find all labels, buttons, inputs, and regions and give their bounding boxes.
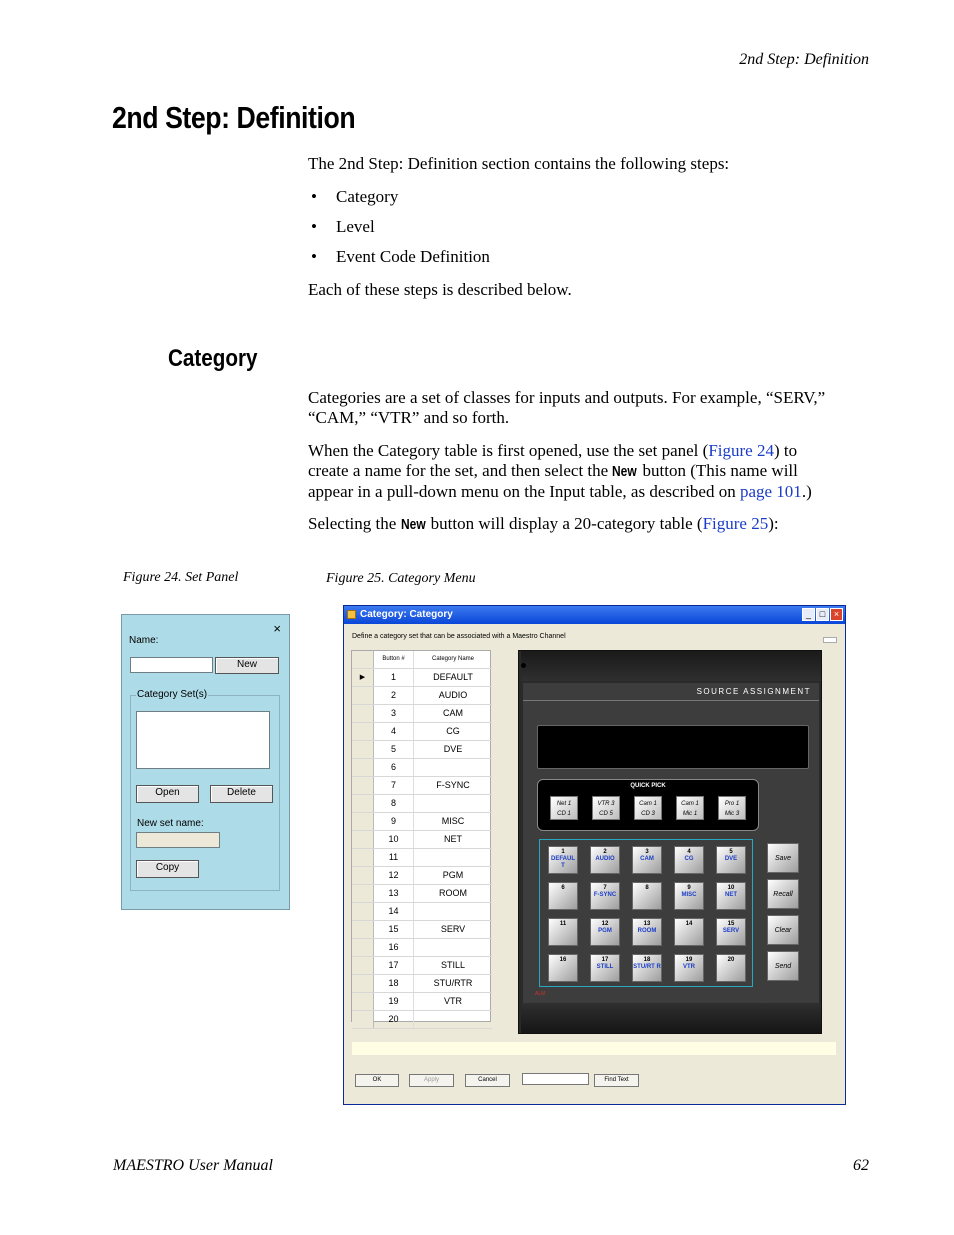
button-number-cell: 1 <box>374 669 414 686</box>
row-selector[interactable] <box>352 975 374 992</box>
category-name-cell[interactable] <box>414 759 492 776</box>
find-text-button[interactable]: Find Text <box>594 1074 639 1087</box>
paragraph-line <box>308 441 878 461</box>
column-header-button: Button # <box>374 651 414 668</box>
grid-button-number: 9 <box>687 885 691 891</box>
grid-button-label: F-SYNC <box>593 892 617 898</box>
clear-button[interactable]: Clear <box>767 915 799 945</box>
grid-button-number: 6 <box>561 885 565 891</box>
category-name-cell[interactable] <box>414 1011 492 1028</box>
quick-pick-line-1: Cam 1 <box>681 801 699 807</box>
window-description: Define a category set that can be associated with a Maestro Channel <box>352 633 566 640</box>
table-row[interactable] <box>352 867 492 885</box>
grid-button-number: 10 <box>727 885 735 891</box>
quick-pick-title: QUICK PICK <box>630 783 666 789</box>
category-grid-button[interactable] <box>632 846 662 874</box>
category-grid-button[interactable] <box>548 918 578 946</box>
table-row[interactable] <box>352 939 492 957</box>
delete-button[interactable]: Delete <box>210 785 273 803</box>
table-row[interactable] <box>352 831 492 849</box>
button-number-cell: 14 <box>374 903 414 920</box>
paragraph-line: Categories are a set of classes for inputs and outputs. For example, “SERV,” <box>308 388 826 407</box>
row-selector[interactable] <box>352 831 374 848</box>
minimize-icon[interactable]: _ <box>802 608 815 621</box>
source-assignment-panel <box>518 650 822 1034</box>
quick-pick-line-1: Net 1 <box>556 801 572 807</box>
quick-pick-button[interactable] <box>634 796 662 820</box>
new-keyword: New <box>400 516 426 533</box>
grid-button-number: 4 <box>687 849 691 855</box>
table-row[interactable] <box>352 957 492 975</box>
quick-pick-line-1: Cam 1 <box>639 801 657 807</box>
page-101-link[interactable]: page 101 <box>739 482 802 501</box>
grid-button-label: MISC <box>681 892 697 898</box>
new-set-name-label: New set name: <box>137 818 204 829</box>
quick-pick-line-2: Mic 1 <box>682 811 698 817</box>
quick-pick-button[interactable] <box>550 796 578 820</box>
text-run: .) <box>801 482 812 501</box>
text-run: create a name for the set, and then select the <box>308 461 613 480</box>
after-bullets-paragraph: Each of these steps is described below. <box>308 280 572 299</box>
category-name-cell[interactable] <box>414 939 492 956</box>
grid-button-label: NET <box>725 892 737 898</box>
grid-button-label: CAM <box>640 856 654 862</box>
intro-paragraph: The 2nd Step: Definition section contains the following steps: <box>308 154 730 173</box>
table-row[interactable] <box>352 669 492 687</box>
button-number-cell: 17 <box>374 957 414 974</box>
panel-label: SOURCE ASSIGNMENT <box>696 687 811 696</box>
table-row[interactable] <box>352 975 492 993</box>
row-selector[interactable] <box>352 705 374 722</box>
button-number-cell: 5 <box>374 741 414 758</box>
app-icon <box>347 610 356 619</box>
open-button[interactable]: Open <box>136 785 199 803</box>
button-number-cell: 2 <box>374 687 414 704</box>
category-name-cell[interactable]: F-SYNC <box>436 780 470 790</box>
category-grid-button[interactable] <box>674 846 704 874</box>
category-grid-button[interactable] <box>632 954 662 982</box>
grid-button-label: VTR <box>683 964 695 970</box>
table-row[interactable] <box>352 741 492 759</box>
category-name-cell[interactable]: ROOM <box>439 888 467 898</box>
category-name-cell[interactable]: CG <box>446 726 460 736</box>
category-paragraph-2 <box>308 441 878 502</box>
row-selector[interactable] <box>352 993 374 1010</box>
category-name-cell[interactable]: CAM <box>443 708 463 718</box>
table-header <box>352 651 492 669</box>
category-grid-button[interactable] <box>590 882 620 910</box>
grid-button-number: 1 <box>561 849 565 855</box>
category-name-cell[interactable]: NET <box>444 834 462 844</box>
running-head: 2nd Step: Definition <box>739 51 869 68</box>
category-paragraph-1 <box>308 388 878 428</box>
column-header-name: Category Name <box>431 656 475 662</box>
category-grid-button[interactable] <box>716 954 746 982</box>
maximize-icon[interactable]: □ <box>816 608 829 621</box>
figure-25-link[interactable]: Figure 25 <box>702 514 769 533</box>
category-name-cell[interactable]: AUDIO <box>438 690 468 700</box>
footer-manual-title: MAESTRO User Manual <box>113 1157 273 1174</box>
text-run: appear in a pull-down menu on the Input table, as described on <box>308 482 740 501</box>
grid-button-number: 3 <box>645 849 649 855</box>
find-text-input[interactable] <box>522 1073 589 1085</box>
category-button-grid <box>539 839 753 987</box>
window-title: Category: Category <box>360 609 453 620</box>
panel-face <box>523 683 819 1003</box>
table-row[interactable] <box>352 885 492 903</box>
row-selector[interactable] <box>352 939 374 956</box>
panel-top-bezel <box>521 651 821 681</box>
button-number-cell: 9 <box>374 813 414 830</box>
button-number-cell: 19 <box>374 993 414 1010</box>
category-grid-button[interactable] <box>548 954 578 982</box>
bullet-symbol: • <box>311 187 317 206</box>
bullet-item-level: Level <box>336 217 375 236</box>
grid-button-number: 8 <box>645 885 649 891</box>
close-icon[interactable]: × <box>830 608 843 621</box>
section-heading: Category <box>168 345 258 372</box>
page-title: 2nd Step: Definition <box>112 100 356 135</box>
category-name-cell[interactable]: MISC <box>441 816 465 826</box>
table-row[interactable] <box>352 813 492 831</box>
window-title-bar <box>344 606 845 624</box>
grid-button-number: 20 <box>727 957 735 963</box>
category-name-cell[interactable]: DVE <box>443 744 463 754</box>
grid-button-number: 2 <box>603 849 607 855</box>
category-grid-button[interactable] <box>548 882 578 910</box>
bullet-symbol: • <box>311 217 317 236</box>
name-label: Name: <box>129 635 159 646</box>
row-selector[interactable] <box>352 723 374 740</box>
row-selector[interactable] <box>352 813 374 830</box>
send-button[interactable]: Send <box>767 951 799 981</box>
quick-pick-line-1: VTR 3 <box>597 801 615 807</box>
table-row[interactable] <box>352 1011 492 1029</box>
grid-button-number: 18 <box>643 957 651 963</box>
category-name-cell[interactable] <box>414 903 492 920</box>
category-name-cell[interactable]: DEFAULT <box>433 672 473 682</box>
save-button[interactable]: Save <box>767 843 799 873</box>
set-panel-figure <box>121 614 290 910</box>
alarm-label: ALM <box>535 991 546 997</box>
category-window-figure <box>343 605 846 1105</box>
category-name-cell[interactable]: SERV <box>440 924 466 934</box>
grid-button-number: 15 <box>727 921 735 927</box>
button-number-cell: 7 <box>374 777 414 794</box>
copy-button[interactable]: Copy <box>136 860 199 878</box>
grid-button-number: 14 <box>685 921 693 927</box>
grid-button-number: 11 <box>559 921 567 927</box>
grid-button-label: STU/RT R <box>633 964 661 970</box>
grid-button-label: DVE <box>724 856 738 862</box>
scroll-indicator <box>823 637 837 643</box>
row-selector[interactable] <box>352 903 374 920</box>
category-grid-button[interactable] <box>674 882 704 910</box>
new-button[interactable]: New <box>215 657 279 674</box>
grid-button-number: 7 <box>603 885 607 891</box>
row-selector[interactable] <box>352 777 374 794</box>
category-paragraph-3 <box>308 514 878 535</box>
category-grid-button[interactable] <box>590 846 620 874</box>
row-selector[interactable] <box>352 849 374 866</box>
figure-24-caption: Figure 24. Set Panel <box>123 570 239 585</box>
grid-button-label: DEFAUL T <box>551 856 575 869</box>
figure-24-link[interactable]: Figure 24 <box>708 441 774 460</box>
paragraph-line: “CAM,” “VTR” and so forth. <box>308 408 510 427</box>
button-number-cell: 13 <box>374 885 414 902</box>
table-row[interactable] <box>352 993 492 1011</box>
name-input[interactable] <box>130 657 213 673</box>
quick-pick-button[interactable] <box>718 796 746 820</box>
grid-button-label: STILL <box>596 964 614 970</box>
button-number-cell: 6 <box>374 759 414 776</box>
text-run: ): <box>768 514 779 533</box>
row-selector[interactable] <box>352 759 374 776</box>
row-selector-icon[interactable]: ▶ <box>352 669 374 686</box>
category-grid-button[interactable] <box>716 882 746 910</box>
panel-display <box>537 725 809 769</box>
category-grid-button[interactable] <box>590 918 620 946</box>
quick-pick-button[interactable] <box>592 796 620 820</box>
row-selector[interactable] <box>352 741 374 758</box>
status-bar <box>352 1042 836 1055</box>
quick-pick-line-1: Pro 1 <box>724 801 740 807</box>
new-keyword: New <box>612 463 638 480</box>
bullet-item-event-code: Event Code Definition <box>336 247 490 266</box>
table-row[interactable] <box>352 795 492 813</box>
header-selector <box>352 651 374 668</box>
button-number-cell: 10 <box>374 831 414 848</box>
category-name-cell[interactable]: STILL <box>440 960 465 970</box>
grid-button-number: 12 <box>601 921 609 927</box>
table-row[interactable] <box>352 777 492 795</box>
row-selector[interactable] <box>352 795 374 812</box>
text-run: When the Category table is first opened, use the set panel ( <box>308 441 709 460</box>
category-name-cell[interactable] <box>414 795 492 812</box>
figure-25-caption: Figure 25. Category Menu <box>326 571 476 586</box>
table-row[interactable] <box>352 921 492 939</box>
quick-pick-line-2: Mic 3 <box>724 811 740 817</box>
table-row[interactable] <box>352 705 492 723</box>
button-number-cell: 15 <box>374 921 414 938</box>
row-selector[interactable] <box>352 957 374 974</box>
category-grid-button[interactable] <box>674 954 704 982</box>
text-run: button will display a 20-category table ( <box>426 514 703 533</box>
row-selector[interactable] <box>352 687 374 704</box>
category-grid-button[interactable] <box>632 918 662 946</box>
paragraph-line <box>308 482 878 502</box>
grid-button-number: 19 <box>685 957 693 963</box>
ok-button[interactable]: OK <box>355 1074 399 1087</box>
grid-button-label: SERV <box>722 928 740 934</box>
apply-button[interactable]: Apply <box>409 1074 454 1087</box>
category-grid-button[interactable] <box>674 918 704 946</box>
bullet-item-category: Category <box>336 187 399 206</box>
recall-button[interactable]: Recall <box>767 879 799 909</box>
cancel-button[interactable]: Cancel <box>465 1074 510 1087</box>
table-row[interactable] <box>352 903 492 921</box>
button-number-cell: 3 <box>374 705 414 722</box>
table-row[interactable] <box>352 849 492 867</box>
table-row[interactable] <box>352 723 492 741</box>
panel-bottom-bezel <box>521 1003 821 1033</box>
button-number-cell: 11 <box>374 849 414 866</box>
grid-button-number: 16 <box>559 957 567 963</box>
category-sets-list[interactable] <box>136 711 270 769</box>
category-grid-button[interactable] <box>716 846 746 874</box>
quick-pick-button[interactable] <box>676 796 704 820</box>
paragraph-line <box>308 461 878 482</box>
category-table <box>351 650 491 1022</box>
text-run: Selecting the <box>308 514 401 533</box>
button-number-cell: 20 <box>374 1011 414 1028</box>
button-number-cell: 8 <box>374 795 414 812</box>
button-number-cell: 16 <box>374 939 414 956</box>
grid-button-number: 13 <box>643 921 651 927</box>
close-icon[interactable]: × <box>273 621 281 636</box>
panel-screw <box>521 663 526 668</box>
category-name-cell[interactable]: PGM <box>442 870 464 880</box>
quick-pick-box <box>537 779 759 831</box>
grid-button-label: CG <box>684 856 694 862</box>
category-grid-button[interactable] <box>632 882 662 910</box>
category-grid-button[interactable] <box>590 954 620 982</box>
button-number-cell: 18 <box>374 975 414 992</box>
category-name-cell[interactable]: STU/RTR <box>433 978 473 988</box>
table-row[interactable] <box>352 759 492 777</box>
row-selector[interactable] <box>352 867 374 884</box>
row-selector[interactable] <box>352 1011 374 1028</box>
category-name-cell[interactable]: VTR <box>444 996 462 1006</box>
row-selector[interactable] <box>352 885 374 902</box>
row-selector[interactable] <box>352 921 374 938</box>
grid-button-label: ROOM <box>637 928 657 934</box>
category-name-cell[interactable] <box>414 849 492 866</box>
table-row[interactable] <box>352 687 492 705</box>
grid-button-number: 5 <box>729 849 733 855</box>
grid-button-label: AUDIO <box>595 856 615 862</box>
grid-button-label: PGM <box>598 928 612 934</box>
button-number-cell: 4 <box>374 723 414 740</box>
quick-pick-line-2: CD 1 <box>557 811 571 817</box>
text-run: button (This name will <box>638 461 798 480</box>
page-number: 62 <box>853 1157 869 1174</box>
category-grid-button[interactable] <box>548 846 578 874</box>
grid-button-number: 17 <box>601 957 609 963</box>
text-run: ) to <box>773 441 798 460</box>
category-grid-button[interactable] <box>716 918 746 946</box>
bullet-symbol: • <box>311 247 317 266</box>
quick-pick-line-2: CD 3 <box>641 811 655 817</box>
category-sets-label: Category Set(s) <box>137 689 208 700</box>
button-number-cell: 12 <box>374 867 414 884</box>
new-set-name-input[interactable] <box>136 832 220 848</box>
quick-pick-line-2: CD 5 <box>599 811 613 817</box>
